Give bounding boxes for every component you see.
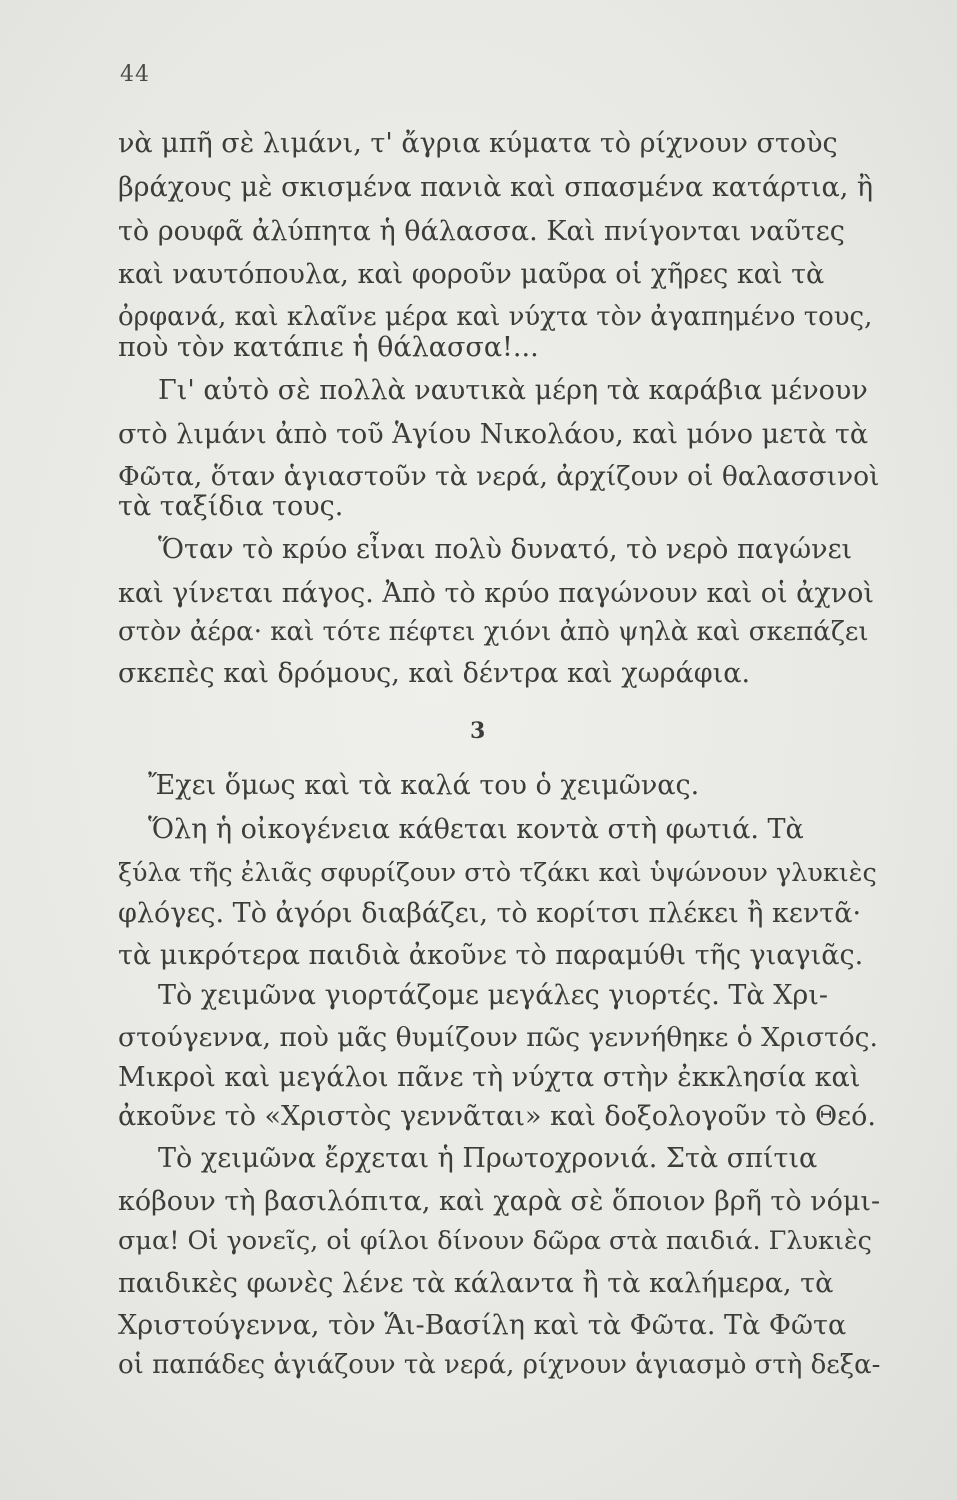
- text-line: Γι' αὐτὸ σὲ πολλὰ ναυτικὰ μέρη τὰ καράβια μένουν: [158, 375, 868, 406]
- text-line: ἀκοῦνε τὸ «Χριστὸς γεννᾶται» καὶ δοξολογοῦν τὸ Θεό.: [118, 1101, 876, 1132]
- text-line: τὰ ταξίδια τους.: [118, 491, 344, 522]
- text-line: σκεπὲς καὶ δρόμους, καὶ δέντρα καὶ χωράφια.: [118, 658, 751, 689]
- text-line: ὀρφανά, καὶ κλαῖνε μέρα καὶ νύχτα τὸν ἀγαπημένο τους,: [118, 302, 873, 332]
- text-line: καὶ ναυτόπουλα, καὶ φοροῦν μαῦρα οἱ χῆρες καὶ τὰ: [118, 259, 825, 290]
- text-line: στούγεννα, ποὺ μᾶς θυμίζουν πῶς γεννήθηκε ὁ Χριστός.: [118, 1022, 878, 1053]
- text-line: στὸν ἀέρα· καὶ τότε πέφτει χιόνι ἀπὸ ψηλὰ καὶ σκεπάζει: [118, 617, 869, 647]
- text-line: Ὅλη ἡ οἰκογένεια κάθεται κοντὰ στὴ φωτιά. Τὰ: [148, 814, 804, 845]
- text-line: ξύλα τῆς ἐλιᾶς σφυρίζουν στὸ τζάκι καὶ ὑψώνουν γλυκιὲς: [118, 858, 877, 888]
- text-line: Ὅταν τὸ κρύο εἶναι πολὺ δυνατό, τὸ νερὸ παγώνει: [158, 534, 853, 565]
- text-line: Μικροὶ καὶ μεγάλοι πᾶνε τὴ νύχτα στὴν ἐκκλησία καὶ: [118, 1062, 861, 1093]
- text-line: Ἔχει ὅμως καὶ τὰ καλά του ὁ χειμῶνας.: [148, 770, 700, 801]
- section-number: 3: [470, 718, 486, 744]
- text-line: Τὸ χειμῶνα γιορτάζομε μεγάλες γιορτές. Τὰ Χρι-: [158, 980, 829, 1011]
- text-line: βράχους μὲ σκισμένα πανιὰ καὶ σπασμένα κατάρτια, ἢ: [118, 172, 874, 203]
- text-line: Χριστούγεννα, τὸν Ἅι-Βασίλη καὶ τὰ Φῶτα. Τὰ Φῶτα: [118, 1310, 847, 1341]
- text-line: παιδικὲς φωνὲς λένε τὰ κάλαντα ἢ τὰ καλήμερα, τὰ: [118, 1268, 834, 1299]
- text-line: τὰ μικρότερα παιδιὰ ἀκοῦνε τὸ παραμύθι τῆς γιαγιᾶς.: [118, 940, 864, 971]
- text-line: κόβουν τὴ βασιλόπιτα, καὶ χαρὰ σὲ ὅποιον βρῆ τὸ νόμι-: [118, 1186, 881, 1217]
- text-line: ποὺ τὸν κατάπιε ἡ θάλασσα!...: [118, 332, 539, 363]
- text-line: τὸ ρουφᾶ ἀλύπητα ἡ θάλασσα. Καὶ πνίγονται ναῦτες: [118, 216, 845, 247]
- text-line: σμα! Οἱ γονεῖς, οἱ φίλοι δίνουν δῶρα στὰ παιδιά. Γλυκιὲς: [118, 1226, 872, 1256]
- text-line: στὸ λιμάνι ἀπὸ τοῦ Ἁγίου Νικολάου, καὶ μόνο μετὰ τὰ: [118, 419, 869, 450]
- text-line: Τὸ χειμῶνα ἔρχεται ἡ Πρωτοχρονιά. Στὰ σπίτια: [158, 1143, 818, 1174]
- text-line: Φῶτα, ὅταν ἁγιαστοῦν τὰ νερά, ἀρχίζουν οἱ θαλασσινοὶ: [118, 461, 880, 492]
- page-number: 44: [120, 62, 150, 87]
- text-line: καὶ γίνεται πάγος. Ἀπὸ τὸ κρύο παγώνουν καὶ οἱ ἀχνοὶ: [118, 578, 875, 609]
- text-line: φλόγες. Τὸ ἀγόρι διαβάζει, τὸ κορίτσι πλέκει ἢ κεντᾶ·: [118, 898, 862, 929]
- text-line: οἱ παπάδες ἁγιάζουν τὰ νερά, ρίχνουν ἁγιασμὸ στὴ δεξα-: [118, 1350, 881, 1380]
- text-line: νὰ μπῆ σὲ λιμάνι, τ' ἄγρια κύματα τὸ ρίχνουν στοὺς: [118, 128, 838, 159]
